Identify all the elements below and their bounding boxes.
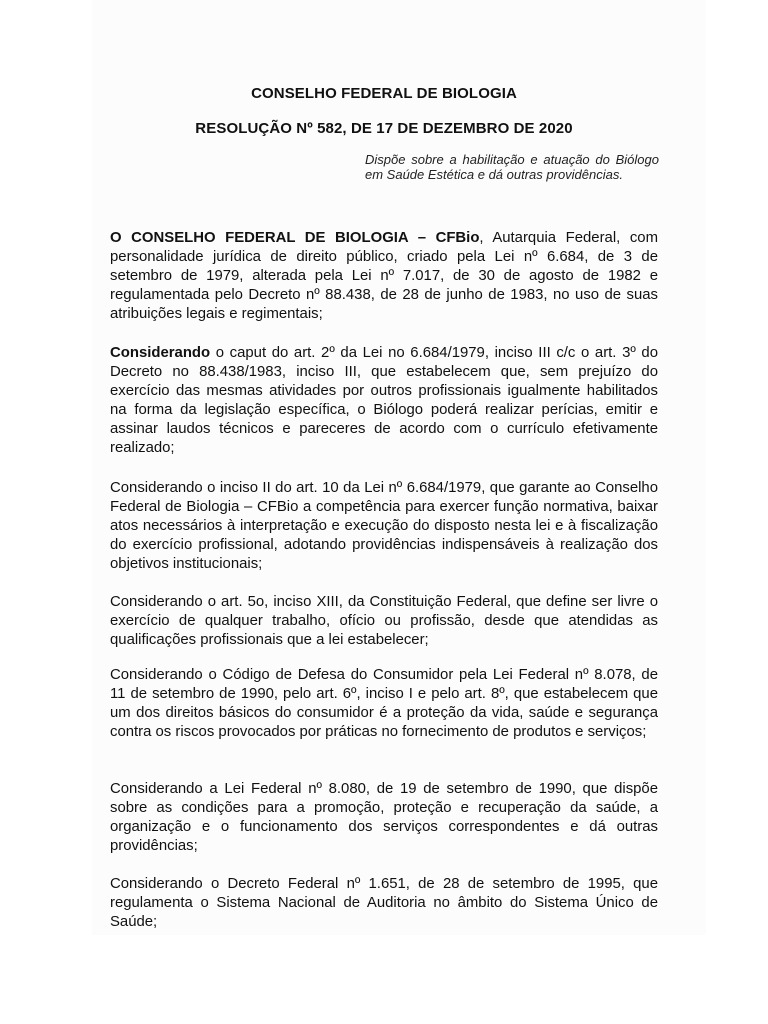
considerando-text: o caput do art. 2º da Lei no 6.684/1979, inciso III c/c o art. 3º do Decreto no 88.438/1983, inciso III, que estabelecem que, sem prejuízo do exercício das mesmas atividades por outros profissionais igualmente habilitados na forma da legislação específica, o Biólogo poderá realizar perícias, emitir e assinar laudos técnicos e pareceres de acordo com o currículo efetivamente realizado;	[110, 345, 658, 457]
considerando-paragraph: Considerando o Código de Defesa do Consumidor pela Lei Federal nº 8.078, de 11 de setembro de 1990, pelo art. 6º, inciso I e pelo art. 8º, que estabelecem que um dos direitos básicos do consumidor é a proteção da vida, saúde e segurança contra os riscos provocados por práticas no fornecimento de produtos e serviços;	[110, 667, 658, 741]
ementa-summary: Dispõe sobre a habilitação e atuação do Biólogo em Saúde Estética e dá outras providências.	[365, 152, 659, 183]
considerando-paragraph: Considerando a Lei Federal nº 8.080, de 19 de setembro de 1990, que dispõe sobre as condições para a promoção, proteção e recuperação da saúde, a organização e o funcionamento dos serviços correspondentes e dá outras providências;	[110, 781, 658, 855]
considerando-bold-lead: Considerando	[110, 345, 211, 361]
considerando-paragraph: Considerando o inciso II do art. 10 da Lei nº 6.684/1979, que garante ao Conselho Federal de Biologia – CFBio a competência para exercer função normativa, baixar atos necessários à interpretação e execução do disposto nesta lei e à fiscalização do exercício profissional, adotando providências indispensáveis à realização dos objetivos institucionais;	[110, 480, 658, 573]
council-heading: CONSELHO FEDERAL DE BIOLOGIA	[251, 85, 517, 102]
considerando-paragraph	[110, 344, 658, 459]
considerando-paragraph: Considerando o art. 5o, inciso XIII, da Constituição Federal, que define ser livre o exercício de qualquer trabalho, ofício ou profissão, desde que atendidas as qualificações profissionais que a lei estabelecer;	[110, 594, 658, 649]
preamble-bold-lead: O CONSELHO FEDERAL DE BIOLOGIA – CFBio	[110, 230, 480, 246]
resolution-heading: RESOLUÇÃO Nº 582, DE 17 DE DEZEMBRO DE 2020	[195, 120, 573, 137]
preamble-paragraph	[110, 229, 658, 324]
considerando-paragraph: Considerando o Decreto Federal nº 1.651, de 28 de setembro de 1995, que regulamenta o Sistema Nacional de Auditoria no âmbito do Sistema Único de Saúde;	[110, 876, 658, 931]
preamble-text: , Autarquia Federal, com personalidade jurídica de direito público, criado pela Lei nº 6.684, de 3 de setembro de 1979, alterada pela Lei nº 7.017, de 30 de agosto de 1982 e regulamentada pelo Decreto nº 88.438, de 28 de junho de 1983, no uso de suas atribuições legais e regimentais;	[110, 230, 658, 323]
